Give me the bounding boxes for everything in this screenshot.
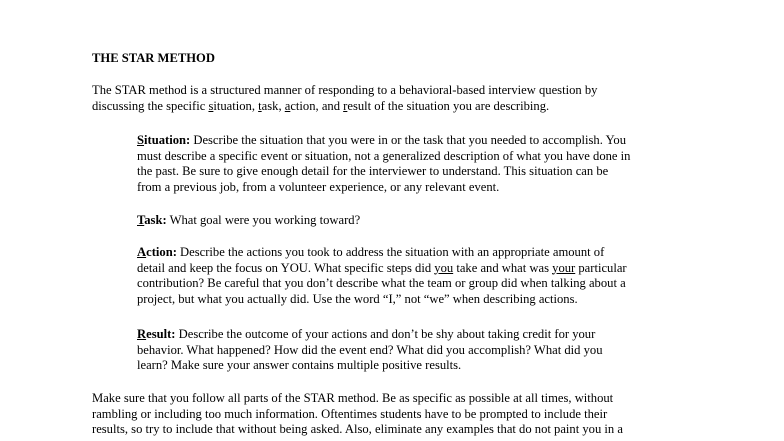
result-letter: R — [137, 327, 147, 341]
action-text: take and what was — [453, 260, 553, 275]
action-letter: A — [137, 245, 147, 259]
result-text: Describe the outcome of your actions and don’t be shy about taking credit for your — [175, 327, 596, 341]
situation-line-3: the past. Be sure to give enough detail for the interviewer to understand. This situation can be — [137, 164, 609, 179]
underlined-a: a — [284, 98, 291, 113]
situation-letter: S — [137, 133, 145, 147]
closing-paragraph — [92, 391, 623, 438]
situation-label-rest: ituation: — [144, 133, 191, 147]
intro-line-2 — [92, 99, 597, 115]
task-label-rest: ask: — [144, 213, 167, 227]
intro-text: ction, and — [290, 98, 344, 113]
action-text: Describe the actions you took to address the situation with an appropriate amount of — [176, 245, 605, 259]
situation-line-1 — [137, 133, 630, 149]
result-line-3: learn? Make sure your answer contains multiple positive results. — [137, 358, 462, 373]
task-line-1 — [137, 213, 360, 229]
intro-text: esult of the situation you are describing. — [347, 98, 550, 113]
page-title: THE STAR METHOD — [92, 51, 215, 65]
task-section — [137, 213, 360, 229]
action-text: particular — [575, 260, 627, 275]
result-line-2: behavior. What happened? How did the event end? What did you accomplish? What did you — [137, 342, 603, 357]
result-section — [137, 327, 603, 374]
task-label — [137, 213, 167, 227]
situation-section — [137, 133, 630, 195]
underlined-t: t — [258, 98, 262, 113]
intro-line-1: The STAR method is a structured manner of responding to a behavioral-based interview question by — [92, 83, 598, 97]
action-line-1 — [137, 245, 627, 261]
intro-text: ask, — [261, 98, 285, 113]
intro-text: discussing the specific — [92, 98, 209, 113]
intro-paragraph — [92, 83, 597, 114]
situation-label — [137, 133, 190, 147]
underlined-you: you — [434, 260, 454, 275]
closing-line-1: Make sure that you follow all parts of the STAR method. Be as specific as possible at all times, without — [92, 391, 614, 405]
situation-line-2: must describe a specific event or situation, not a generalized description of what you have done in — [137, 148, 631, 163]
action-section — [137, 245, 627, 307]
action-text: detail and keep the focus on YOU. What specific steps did — [137, 260, 435, 275]
action-line-2 — [137, 261, 627, 277]
task-text: What goal were you working toward? — [166, 213, 361, 227]
action-line-3: contribution? Be careful that you don’t describe what the team or group did when talking about a — [137, 276, 626, 291]
result-label — [137, 327, 176, 341]
underlined-r: r — [343, 98, 348, 113]
closing-line-2: rambling or including too much information. Oftentimes students have to be prompted to include their — [92, 406, 608, 421]
intro-text: ituation, — [213, 98, 259, 113]
result-line-1 — [137, 327, 603, 343]
result-label-rest: esult: — [146, 327, 176, 341]
action-label-rest: ction: — [146, 245, 177, 259]
situation-line-4: from a previous job, from a volunteer experience, or any relevant event. — [137, 179, 500, 194]
underlined-s: s — [208, 98, 214, 113]
task-letter: T — [137, 213, 145, 227]
closing-line-3: results, so try to include that without being asked. Also, eliminate any examples that do not paint you in a — [92, 422, 623, 437]
situation-text: Describe the situation that you were in or the task that you needed to accomplish. You — [190, 133, 626, 147]
underlined-your: your — [552, 260, 576, 275]
action-line-4: project, but what you actually did. Use the word “I,” not “we” when describing actions. — [137, 291, 578, 306]
action-label — [137, 245, 177, 259]
